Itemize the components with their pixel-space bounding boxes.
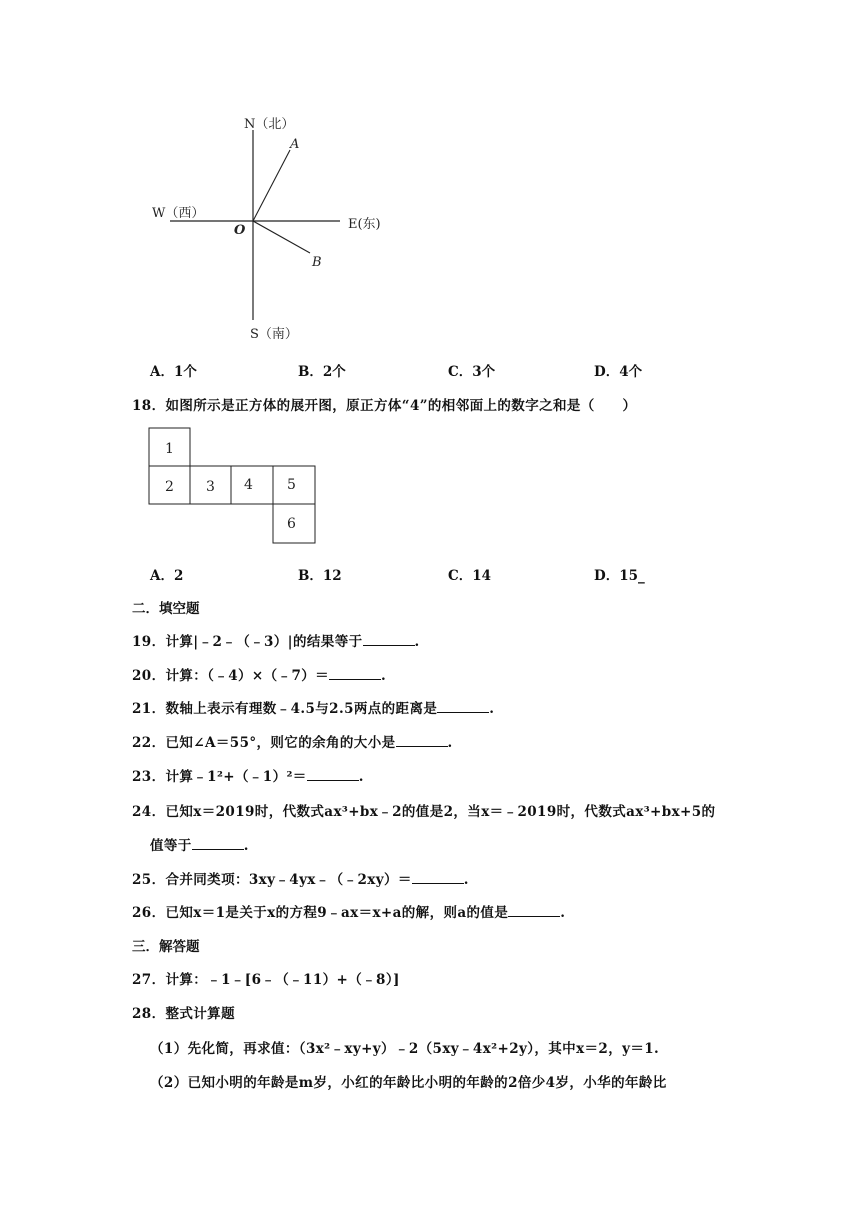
q21-text: 21．数轴上表示有理数﹣4.5与2.5两点的距离是	[132, 701, 438, 717]
west-label: W（西）	[152, 206, 205, 221]
north-label: N（北）	[244, 117, 295, 132]
cube-face-2-label: 2	[165, 479, 174, 495]
q24-end: .	[243, 838, 249, 854]
origin-label: O	[234, 223, 246, 238]
q25-text: 25．合并同类项：3xy﹣4yx﹣（﹣2xy）＝	[132, 872, 412, 888]
q22-question	[132, 731, 453, 751]
q18-option-a: A．2	[150, 568, 184, 584]
q20-end: .	[381, 668, 387, 684]
q21-answer-blank	[437, 700, 489, 713]
q24-question-line2	[150, 834, 249, 854]
q26-end: .	[560, 905, 566, 921]
q25-end: .	[463, 872, 469, 888]
section-fill-in-heading: 二．填空题	[132, 601, 200, 617]
east-label: E(东)	[348, 217, 381, 232]
q24-text: 值等于	[150, 838, 192, 854]
q17-option-d: D．4个	[594, 364, 643, 380]
q28-title: 28．整式计算题	[132, 1006, 235, 1022]
q19-answer-blank	[363, 633, 415, 646]
south-label: S（南）	[250, 327, 298, 342]
q17-option-c: C．3个	[448, 364, 496, 380]
q20-text: 20．计算：（﹣4）×（﹣7）＝	[132, 668, 330, 684]
cube-face-5-label: 5	[287, 477, 296, 493]
cube-face-1-label: 1	[165, 441, 174, 457]
q18-option-c: C．14	[448, 568, 492, 584]
q19-text: 19．计算|﹣2﹣（﹣3）|的结果等于	[132, 634, 363, 650]
q20-question	[132, 664, 386, 684]
ray-oa	[253, 150, 290, 221]
q26-answer-blank	[508, 904, 560, 917]
q17-option-b: B．2个	[298, 364, 346, 380]
q27-question: 27．计算：﹣1﹣[6﹣（﹣11）+（﹣8）]	[132, 972, 400, 988]
cube-face-4-label: 4	[244, 477, 253, 493]
q18-option-d: D．15_	[594, 568, 645, 584]
q25-answer-blank	[412, 871, 464, 884]
q24-answer-blank	[192, 837, 244, 850]
q19-end: .	[414, 634, 420, 650]
q22-end: .	[447, 735, 453, 751]
cube-net-figure	[148, 427, 320, 547]
q26-text: 26．已知x＝1是关于x的方程9﹣ax＝x+a的解，则a的值是	[132, 905, 509, 921]
q23-answer-blank	[307, 768, 359, 781]
q22-answer-blank	[396, 734, 448, 747]
section-answer-heading: 三．解答题	[132, 939, 200, 955]
ray-a-label: A	[290, 137, 300, 152]
q21-question	[132, 697, 494, 717]
q21-end: .	[489, 701, 495, 717]
q23-end: .	[358, 769, 364, 785]
q26-question	[132, 901, 565, 921]
q18-option-b: B．12	[298, 568, 342, 584]
q23-text: 23．计算﹣1²+（﹣1）²＝	[132, 769, 307, 785]
q22-text: 22．已知∠A＝55°，则它的余角的大小是	[132, 735, 396, 751]
q23-question	[132, 765, 364, 785]
q28-part2: （2）已知小明的年龄是m岁，小红的年龄比小明的年龄的2倍少4岁，小华的年龄比	[150, 1075, 667, 1091]
cube-face-3-label: 3	[206, 479, 215, 495]
ray-b-label: B	[312, 255, 322, 270]
q25-question	[132, 868, 469, 888]
ray-ob	[253, 221, 310, 253]
q24-question-line1: 24．已知x＝2019时，代数式ax³+bx﹣2的值是2，当x＝﹣2019时，代数式ax³+bx+5的	[132, 804, 716, 820]
compass-figure	[140, 108, 400, 348]
q28-part1: （1）先化简，再求值：（3x²﹣xy+y）﹣2（5xy﹣4x²+2y），其中x＝2，y＝1.	[150, 1041, 660, 1057]
cube-face-6-label: 6	[287, 516, 296, 532]
q20-answer-blank	[329, 667, 381, 680]
q18-question: 18．如图所示是正方体的展开图，原正方体“4”的相邻面上的数字之和是（ ）	[132, 398, 637, 414]
q17-option-a: A．1个	[150, 364, 197, 380]
q19-question	[132, 630, 420, 650]
